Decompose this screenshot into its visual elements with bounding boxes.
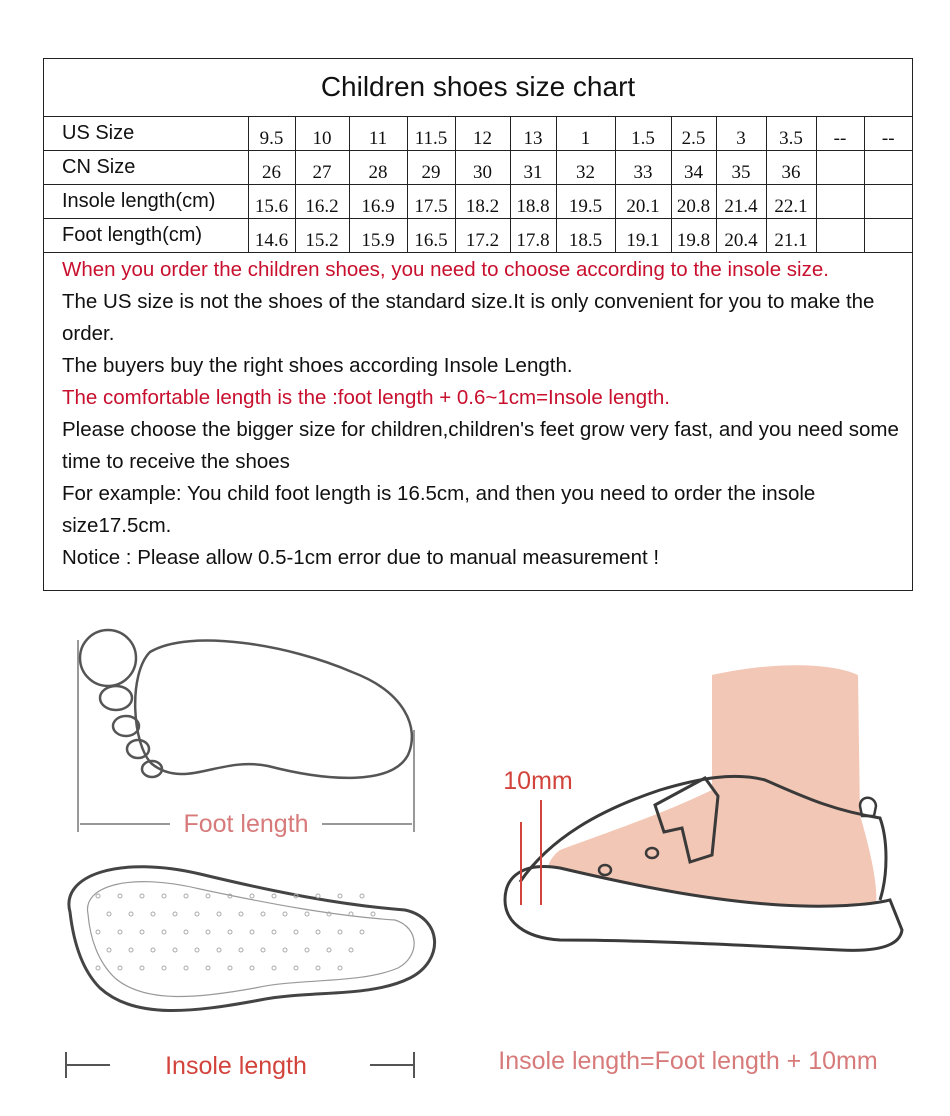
insole-dot bbox=[250, 966, 254, 970]
insole-dot bbox=[118, 966, 122, 970]
insole-dot bbox=[349, 948, 353, 952]
table-cell: 17.5 bbox=[407, 185, 455, 219]
table-cell: 15.9 bbox=[349, 219, 407, 253]
row-label: US Size bbox=[44, 117, 248, 151]
table-cell: 18.8 bbox=[510, 185, 556, 219]
insole-dot bbox=[195, 912, 199, 916]
insole-dot bbox=[217, 912, 221, 916]
foot-illustration bbox=[78, 630, 414, 832]
insole-dot bbox=[250, 894, 254, 898]
table-cell: 9.5 bbox=[248, 117, 295, 151]
insole-dot bbox=[272, 894, 276, 898]
table-cell: 14.6 bbox=[248, 219, 295, 253]
insole-dot bbox=[118, 930, 122, 934]
table-cell: 18.5 bbox=[556, 219, 615, 253]
insole-dot bbox=[250, 930, 254, 934]
table-cell: 30 bbox=[455, 151, 510, 185]
insole-dot bbox=[96, 930, 100, 934]
insole-dot bbox=[195, 948, 199, 952]
insole-dot bbox=[294, 930, 298, 934]
insole-dot bbox=[140, 894, 144, 898]
insole-dot bbox=[107, 948, 111, 952]
table-cell: 20.8 bbox=[671, 185, 716, 219]
insole-dot bbox=[360, 894, 364, 898]
insole-dot bbox=[228, 966, 232, 970]
table-row bbox=[44, 185, 912, 219]
insole-dot bbox=[184, 894, 188, 898]
insole-dot bbox=[96, 894, 100, 898]
table-cell: 21.1 bbox=[766, 219, 816, 253]
table-cell: 16.2 bbox=[295, 185, 349, 219]
insole-dot bbox=[129, 948, 133, 952]
insole-dot bbox=[96, 966, 100, 970]
insole-dot bbox=[206, 930, 210, 934]
table-cell: -- bbox=[864, 117, 912, 151]
insole-dot bbox=[206, 894, 210, 898]
insole-dot bbox=[206, 966, 210, 970]
insole-dot bbox=[327, 948, 331, 952]
insole-dot bbox=[294, 966, 298, 970]
insole-dot bbox=[305, 948, 309, 952]
insole-dot bbox=[140, 930, 144, 934]
table-cell: 13 bbox=[510, 117, 556, 151]
table-cell: 19.8 bbox=[671, 219, 716, 253]
table-cell: 15.6 bbox=[248, 185, 295, 219]
table-cell: 10 bbox=[295, 117, 349, 151]
table-cell: 3 bbox=[716, 117, 766, 151]
insole-dot bbox=[162, 966, 166, 970]
table-cell: 36 bbox=[766, 151, 816, 185]
foot-length-label: Foot length bbox=[183, 810, 309, 838]
insole-dot bbox=[162, 930, 166, 934]
insole-dot bbox=[173, 948, 177, 952]
table-cell: 33 bbox=[615, 151, 671, 185]
note-line: The US size is not the shoes of the standard size.It is only convenient for you to make the order. bbox=[62, 290, 875, 345]
table-cell: 32 bbox=[556, 151, 615, 185]
table-cell: 35 bbox=[716, 151, 766, 185]
insole-dot bbox=[338, 894, 342, 898]
size-table bbox=[44, 117, 912, 253]
insole-dot bbox=[371, 912, 375, 916]
table-cell: 16.5 bbox=[407, 219, 455, 253]
note-line: For example: You child foot length is 16.5cm, and then you need to order the insole size17.5cm. bbox=[62, 482, 816, 537]
insole-dot bbox=[140, 966, 144, 970]
table-cell: 19.5 bbox=[556, 185, 615, 219]
table-cell: 3.5 bbox=[766, 117, 816, 151]
table-cell: 29 bbox=[407, 151, 455, 185]
gap-label: 10mm bbox=[503, 767, 573, 795]
insole-dot bbox=[261, 948, 265, 952]
table-cell: 2.5 bbox=[671, 117, 716, 151]
chart-title: Children shoes size chart bbox=[44, 59, 912, 117]
table-cell: 20.1 bbox=[615, 185, 671, 219]
insole-dot bbox=[151, 948, 155, 952]
table-cell: 1.5 bbox=[615, 117, 671, 151]
row-label: Foot length(cm) bbox=[44, 219, 248, 253]
insole-dot bbox=[338, 930, 342, 934]
insole-dot bbox=[261, 912, 265, 916]
table-cell: 11.5 bbox=[407, 117, 455, 151]
note-line: When you order the children shoes, you need to choose according to the insole size. bbox=[62, 258, 829, 281]
table-cell: 31 bbox=[510, 151, 556, 185]
insole-dot bbox=[305, 912, 309, 916]
shoe-illustration bbox=[505, 665, 902, 950]
insole-length-label: Insole length bbox=[165, 1052, 307, 1080]
insole-dot bbox=[107, 912, 111, 916]
insole-dot bbox=[272, 930, 276, 934]
table-cell: 17.8 bbox=[510, 219, 556, 253]
table-cell: 26 bbox=[248, 151, 295, 185]
insole-dot bbox=[184, 930, 188, 934]
insole-dot bbox=[184, 966, 188, 970]
note-line: Please choose the bigger size for children,children's feet grow very fast, and you need some time to receive the shoes bbox=[62, 418, 899, 473]
table-cell: 16.9 bbox=[349, 185, 407, 219]
insole-dot bbox=[217, 948, 221, 952]
insole-dot bbox=[162, 894, 166, 898]
insole-dot bbox=[360, 930, 364, 934]
insole-dot bbox=[173, 912, 177, 916]
formula-label: Insole length=Foot length + 10mm bbox=[498, 1047, 878, 1075]
insole-dot bbox=[151, 912, 155, 916]
table-cell: 21.4 bbox=[716, 185, 766, 219]
table-cell: 12 bbox=[455, 117, 510, 151]
note-line: Notice : Please allow 0.5-1cm error due to manual measurement ! bbox=[62, 546, 660, 569]
table-cell: 28 bbox=[349, 151, 407, 185]
table-cell: 34 bbox=[671, 151, 716, 185]
table-cell: 11 bbox=[349, 117, 407, 151]
table-cell: 17.2 bbox=[455, 219, 510, 253]
insole-dot bbox=[316, 966, 320, 970]
table-cell bbox=[864, 151, 912, 185]
table-cell: 22.1 bbox=[766, 185, 816, 219]
insole-dot bbox=[239, 948, 243, 952]
note-line: The buyers buy the right shoes according Insole Length. bbox=[62, 354, 573, 377]
table-cell bbox=[864, 185, 912, 219]
table-row bbox=[44, 151, 912, 185]
row-label: CN Size bbox=[44, 151, 248, 185]
note-line: The comfortable length is the :foot length + 0.6~1cm=Insole length. bbox=[62, 386, 670, 409]
table-cell: 19.1 bbox=[615, 219, 671, 253]
insole-dot bbox=[228, 930, 232, 934]
table-cell bbox=[816, 219, 864, 253]
insole-dot bbox=[316, 930, 320, 934]
table-row bbox=[44, 219, 912, 253]
measurement-diagram bbox=[0, 600, 950, 1116]
table-cell: -- bbox=[816, 117, 864, 151]
table-cell bbox=[864, 219, 912, 253]
insole-dot bbox=[129, 912, 133, 916]
insole-dot bbox=[283, 912, 287, 916]
insole-dot bbox=[272, 966, 276, 970]
size-chart-box bbox=[43, 58, 913, 591]
insole-dot bbox=[338, 966, 342, 970]
insole-dot bbox=[239, 912, 243, 916]
table-cell: 20.4 bbox=[716, 219, 766, 253]
row-label: Insole length(cm) bbox=[44, 185, 248, 219]
insole-illustration bbox=[66, 867, 435, 1078]
table-cell: 15.2 bbox=[295, 219, 349, 253]
notes bbox=[62, 254, 902, 574]
insole-dot bbox=[316, 894, 320, 898]
table-cell bbox=[816, 185, 864, 219]
table-cell: 18.2 bbox=[455, 185, 510, 219]
table-cell: 27 bbox=[295, 151, 349, 185]
insole-dot bbox=[118, 894, 122, 898]
table-row bbox=[44, 117, 912, 151]
table-cell: 1 bbox=[556, 117, 615, 151]
insole-dot bbox=[283, 948, 287, 952]
table-cell bbox=[816, 151, 864, 185]
